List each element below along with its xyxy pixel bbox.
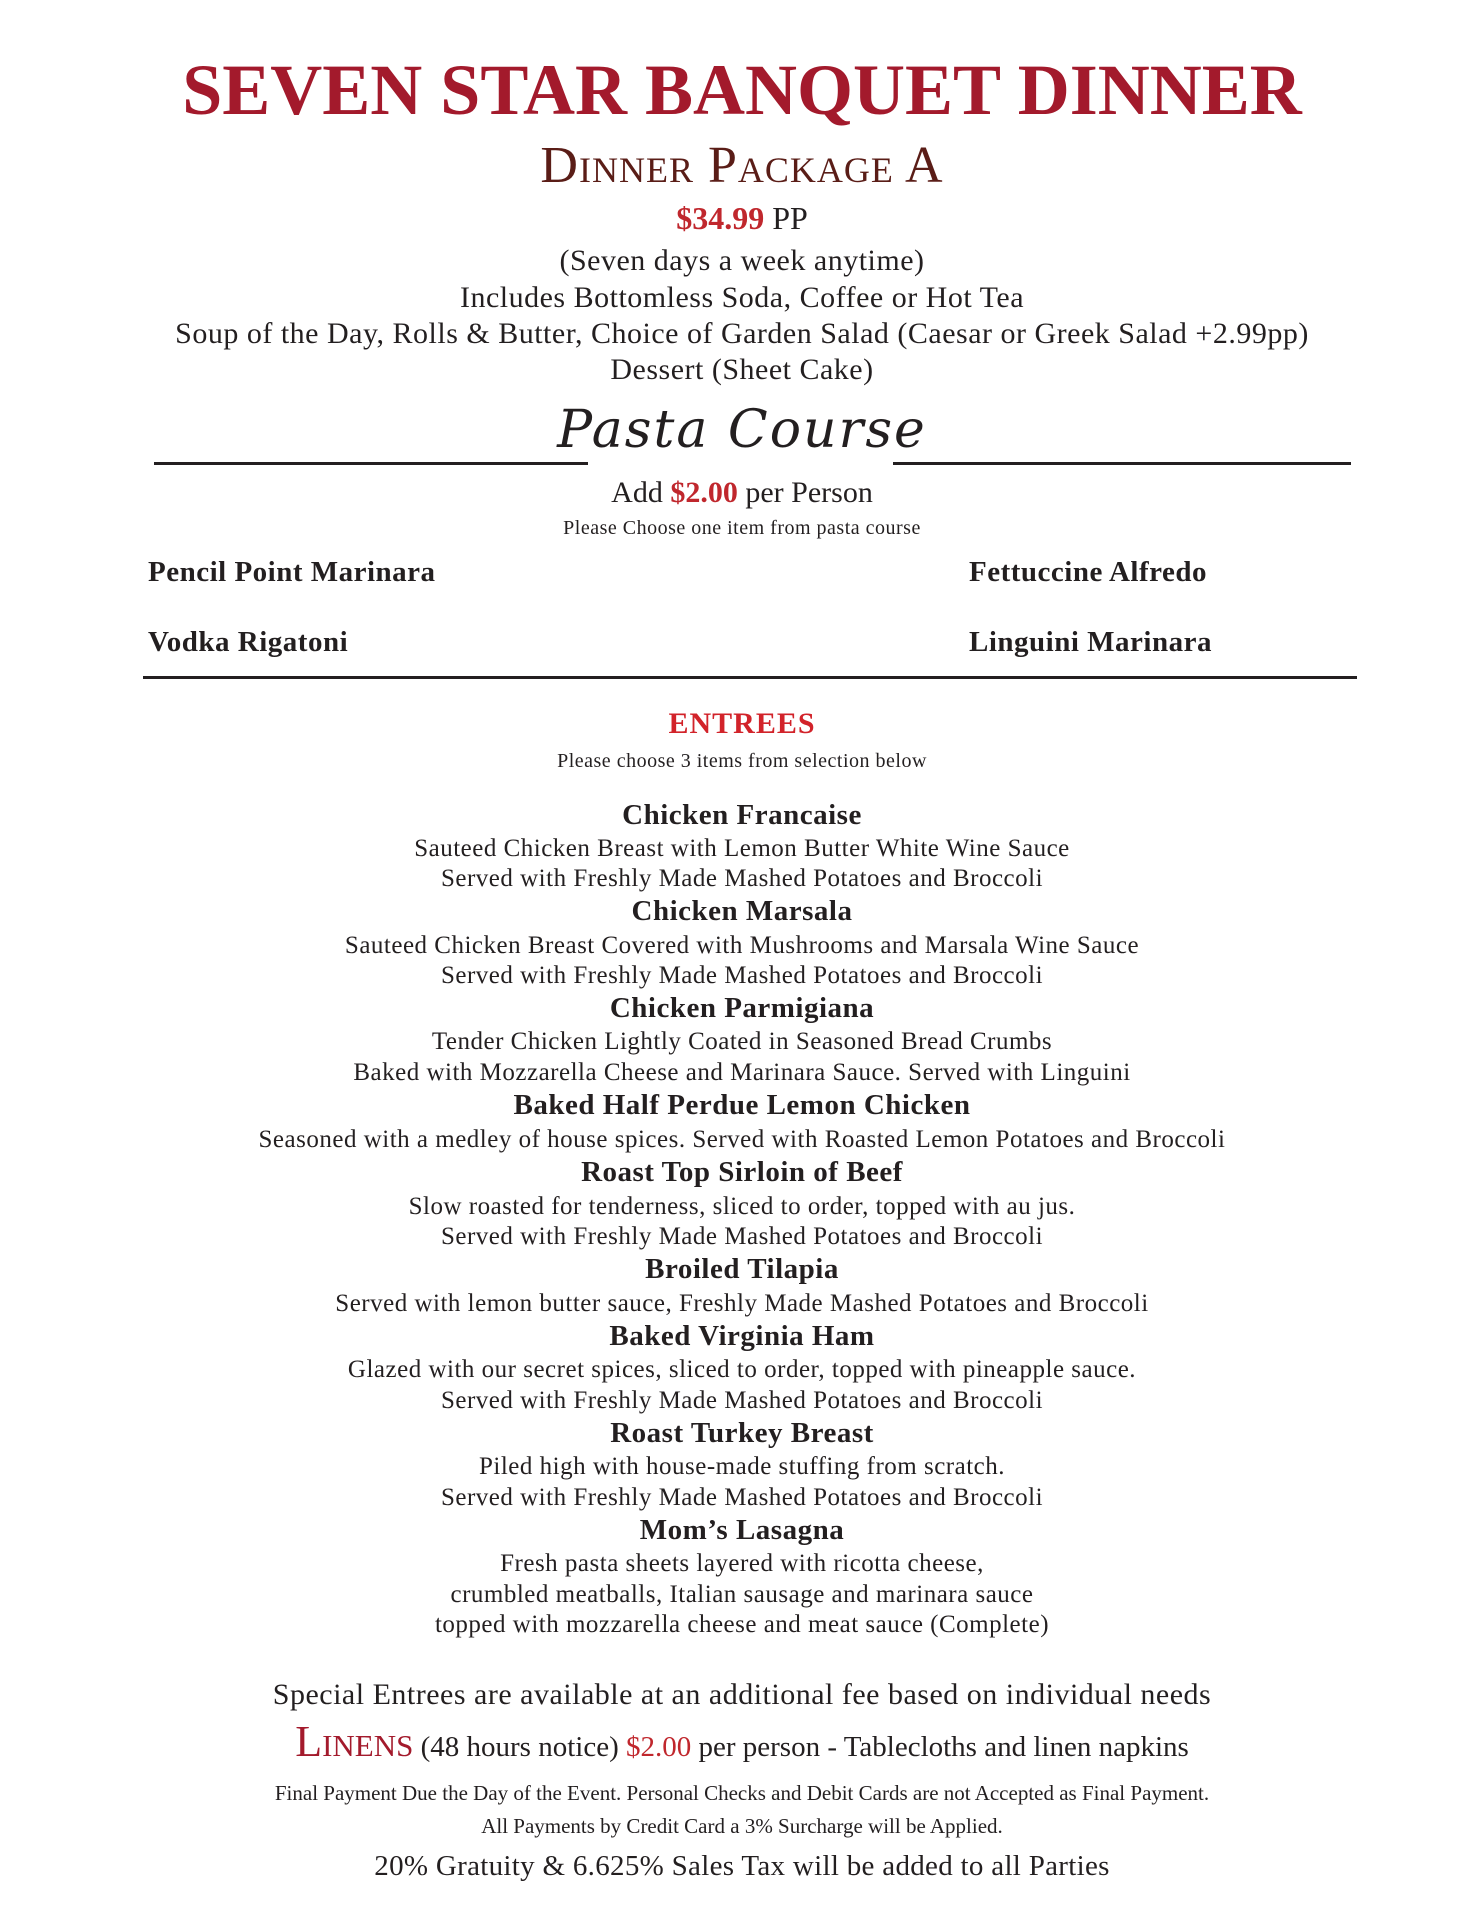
pasta-bottom-rule: [143, 676, 1357, 679]
pasta-add-price: $2.00: [670, 476, 738, 509]
entree-desc: Tender Chicken Lightly Coated in Seasoned Bread Crumbs: [431, 1028, 1053, 1055]
entree-desc: Sauteed Chicken Breast Covered with Mushrooms and Marsala Wine Sauce: [344, 932, 1140, 959]
special-entrees-note: Special Entrees are available at an additional fee based on individual needs: [272, 1678, 1212, 1711]
pasta-add-suffix: per Person: [737, 476, 873, 509]
entree-name: Roast Turkey Breast: [610, 1417, 874, 1449]
info-line-availability: (Seven days a week anytime): [559, 244, 925, 277]
entree-desc: Served with Freshly Made Mashed Potatoes and Broccoli: [440, 1223, 1044, 1250]
linens-label: Linens: [295, 1717, 414, 1766]
package-price: $34.99: [676, 200, 765, 236]
entree-name: Baked Half Perdue Lemon Chicken: [513, 1089, 971, 1121]
pasta-item: Pencil Point Marinara: [148, 556, 436, 588]
credit-card-surcharge-note: All Payments by Credit Card a 3% Surcharge will be Applied.: [481, 1814, 1003, 1838]
entrees-heading: ENTREES: [668, 707, 816, 740]
entree-desc: Served with Freshly Made Mashed Potatoes and Broccoli: [440, 1484, 1044, 1511]
gratuity-tax-note: 20% Gratuity & 6.625% Sales Tax will be added to all Parties: [374, 1850, 1110, 1882]
entree-desc: Piled high with house-made stuffing from scratch.: [478, 1453, 1006, 1480]
pasta-note: Please Choose one item from pasta course: [563, 517, 921, 539]
linens-price: $2.00: [625, 1731, 692, 1763]
entrees-note: Please choose 3 items from selection below: [557, 750, 927, 772]
entree-name: Baked Virginia Ham: [609, 1320, 875, 1352]
pasta-add-line: [0, 478, 1484, 508]
entree-name: Chicken Parmigiana: [609, 992, 875, 1024]
entree-desc: Served with Freshly Made Mashed Potatoes and Broccoli: [440, 865, 1044, 892]
pasta-item: Linguini Marinara: [969, 626, 1212, 658]
info-line-dessert: Dessert (Sheet Cake): [610, 353, 874, 386]
pasta-course-heading: Pasta Course: [557, 400, 927, 460]
package-subtitle: Dinner Package A: [540, 137, 944, 194]
entree-desc: Slow roasted for tenderness, sliced to order, topped with au jus.: [408, 1193, 1076, 1220]
linens-notice: (48 hours notice): [413, 1731, 626, 1763]
entree-name: Broiled Tilapia: [645, 1253, 839, 1285]
pasta-item: Fettuccine Alfredo: [969, 556, 1207, 588]
entree-desc: Baked with Mozzarella Cheese and Marinara Sauce. Served with Linguini: [353, 1059, 1131, 1086]
pasta-rule-left: [154, 462, 588, 465]
entree-desc: Fresh pasta sheets layered with ricotta cheese,: [500, 1550, 984, 1577]
pasta-add-prefix: Add: [611, 476, 671, 509]
entree-name: Mom’s Lasagna: [639, 1514, 845, 1546]
package-price-suffix: PP: [764, 200, 808, 236]
final-payment-note: Final Payment Due the Day of the Event. Personal Checks and Debit Cards are not Accepted as Final Payment.: [274, 1781, 1210, 1805]
entree-desc: Served with Freshly Made Mashed Potatoes and Broccoli: [440, 1387, 1044, 1414]
pasta-rule-right: [893, 462, 1351, 465]
linens-line: [0, 1717, 1484, 1766]
entree-desc: Seasoned with a medley of house spices. Served with Roasted Lemon Potatoes and Broccoli: [258, 1126, 1226, 1153]
page-title: SEVEN STAR BANQUET DINNER: [182, 50, 1302, 130]
info-line-soup-salad: Soup of the Day, Rolls & Butter, Choice of Garden Salad (Caesar or Greek Salad +2.99pp): [175, 317, 1309, 350]
entree-name: Chicken Marsala: [631, 895, 853, 927]
info-line-beverages: Includes Bottomless Soda, Coffee or Hot Tea: [459, 281, 1025, 314]
pasta-item: Vodka Rigatoni: [148, 626, 349, 658]
entree-desc: topped with mozzarella cheese and meat sauce (Complete): [434, 1611, 1050, 1638]
entree-desc: Glazed with our secret spices, sliced to order, topped with pineapple sauce.: [347, 1356, 1137, 1383]
entree-desc: Served with Freshly Made Mashed Potatoes and Broccoli: [440, 962, 1044, 989]
entree-desc: Sauteed Chicken Breast with Lemon Butter White Wine Sauce: [414, 835, 1070, 862]
entree-name: Chicken Francaise: [622, 799, 862, 831]
entree-desc: crumbled meatballs, Italian sausage and marinara sauce: [450, 1581, 1034, 1608]
entree-desc: Served with lemon butter sauce, Freshly Made Mashed Potatoes and Broccoli: [335, 1290, 1149, 1317]
package-price-line: [0, 202, 1484, 234]
linens-suffix: per person - Tablecloths and linen napkins: [691, 1731, 1189, 1763]
entree-name: Roast Top Sirloin of Beef: [581, 1156, 903, 1188]
